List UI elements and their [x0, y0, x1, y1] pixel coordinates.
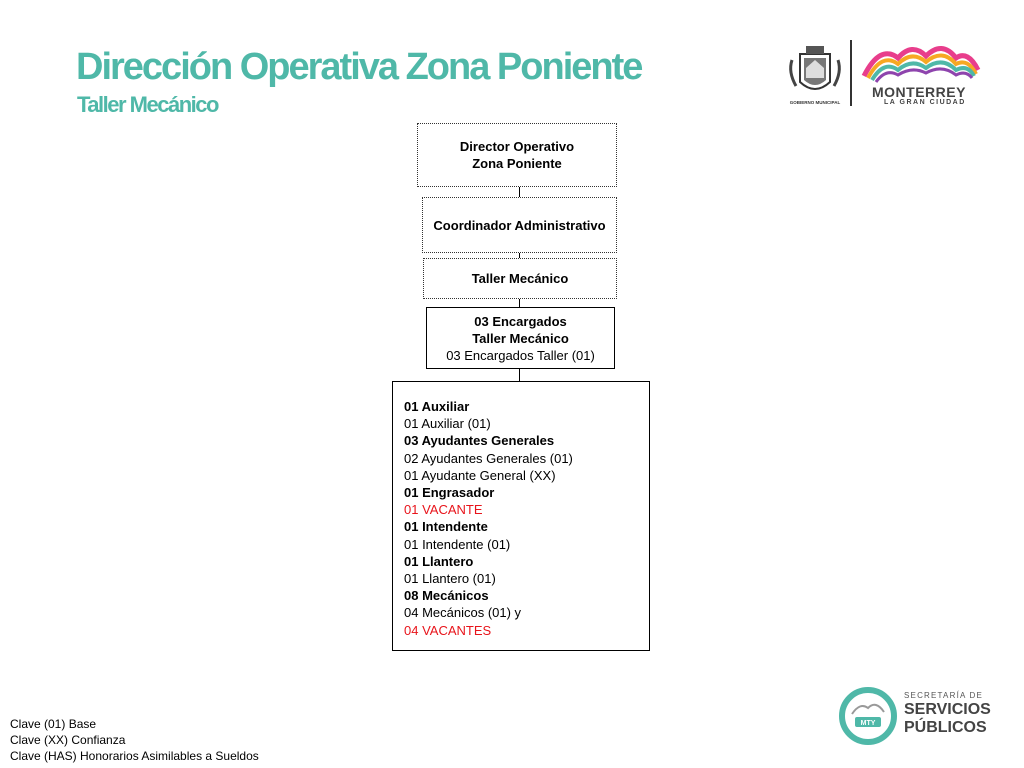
- staff-line: 01 Llantero: [404, 553, 474, 569]
- coordinator-label: Coordinador Administrativo: [433, 217, 606, 233]
- municipal-crest-logo: [786, 40, 844, 108]
- connector-line: [519, 187, 520, 197]
- municipal-caption: GOBIERNO MUNICIPAL: [789, 100, 841, 105]
- staff-line: 01 VACANTE: [404, 502, 483, 518]
- publicos-label: PÚBLICOS: [904, 719, 987, 736]
- connector-line: [519, 299, 520, 307]
- legend-confianza: Clave (XX) Confianza: [10, 733, 126, 747]
- coordinator-box: [422, 197, 617, 253]
- staff-line: 01 Intendente: [404, 519, 488, 535]
- staff-line: 01 Engrasador: [404, 485, 495, 501]
- secretaria-label: SECRETARÍA DE: [904, 691, 984, 700]
- taller-label: Taller Mecánico: [471, 271, 569, 286]
- staff-line: 01 Llantero (01): [404, 571, 496, 587]
- encargados-box: [426, 307, 615, 369]
- mty-badge: MTY: [860, 720, 876, 727]
- servicios-publicos-logo: [838, 686, 898, 746]
- staff-line: 04 Mecánicos (01) y: [404, 605, 522, 621]
- taller-box: [423, 258, 617, 299]
- staff-line: 01 Intendente (01): [404, 536, 511, 552]
- staff-line: 02 Ayudantes Generales (01): [404, 450, 573, 466]
- staff-line: 01 Auxiliar (01): [404, 416, 491, 432]
- connector-line: [519, 369, 520, 381]
- director-line2: Zona Poniente: [472, 156, 562, 171]
- staff-line: 08 Mecánicos: [404, 588, 489, 604]
- encargados-line1: 03 Encargados: [474, 313, 567, 329]
- monterrey-wordmark: MONTERREY: [872, 84, 966, 100]
- director-box: [417, 123, 617, 187]
- page-title: Dirección Operativa Zona Poniente: [76, 46, 642, 88]
- staff-box: [392, 381, 650, 651]
- servicios-label: SERVICIOS: [904, 701, 991, 718]
- director-line1: Director Operativo: [459, 139, 575, 154]
- staff-line: 01 Auxiliar: [404, 399, 470, 414]
- logo-divider: [850, 40, 852, 106]
- staff-line: 01 Ayudante General (XX): [404, 467, 556, 483]
- page-subtitle: Taller Mecánico: [77, 92, 218, 117]
- encargados-line2: Taller Mecánico: [472, 330, 569, 346]
- legend: [10, 716, 259, 764]
- monterrey-tagline: LA GRAN CIUDAD: [884, 99, 966, 106]
- legend-base: Clave (01) Base: [10, 717, 97, 731]
- staff-line: 04 VACANTES: [404, 622, 492, 638]
- legend-honorarios: Clave (HAS) Honorarios Asimilables a Sueldos: [10, 749, 259, 763]
- encargados-line3: 03 Encargados Taller (01): [446, 347, 595, 363]
- staff-line: 03 Ayudantes Generales: [404, 433, 555, 449]
